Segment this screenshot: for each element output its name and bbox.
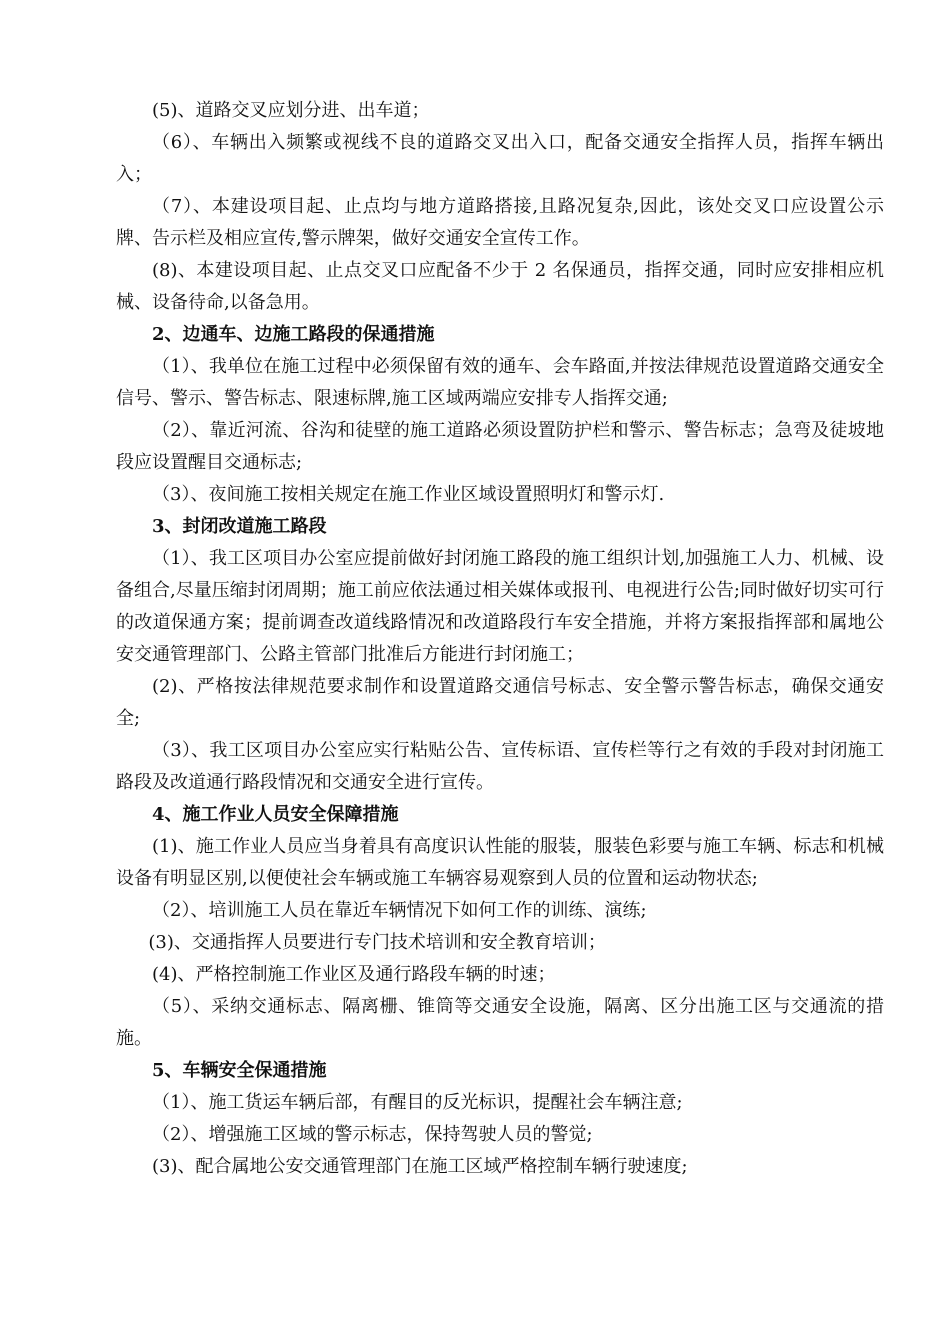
paragraph-4-5: （5）、采纳交通标志、隔离栅、锥筒等交通安全设施，隔离、区分出施工区与交通流的措施。	[116, 996, 884, 1049]
paragraph-5-2: （2）、增强施工区域的警示标志，保持驾驶人员的警觉;	[152, 1124, 593, 1145]
section-heading-5: 5、车辆安全保通措施	[152, 1060, 327, 1081]
document-body	[116, 95, 884, 1183]
paragraph-2-1: （1）、我单位在施工过程中必须保留有效的通车、会车路面,并按法律规范设置道路交通安全信号、警示、警告标志、限速标牌,施工区域两端应安排专人指挥交通;	[116, 356, 884, 409]
paragraph-5-1: （1）、施工货运车辆后部，有醒目的反光标识，提醒社会车辆注意;	[152, 1092, 683, 1113]
paragraph-4-4: (4)、严格控制施工作业区及通行路段车辆的时速；	[152, 964, 556, 985]
paragraph-5-3: (3)、配合属地公安交通管理部门在施工区域严格控制车辆行驶速度;	[152, 1156, 688, 1177]
paragraph-7-signage: （7）、本建设项目起、止点均与地方道路搭接,且路况复杂,因此，该处交叉口应设置公示牌、告示栏及相应宣传,警示牌架，做好交通安全宣传工作。	[116, 196, 884, 249]
section-heading-3: 3、封闭改道施工路段	[152, 516, 327, 537]
paragraph-2-3: （3）、夜间施工按相关规定在施工作业区域设置照明灯和警示灯.	[152, 484, 665, 505]
paragraph-6-traffic-commander: （6）、车辆出入频繁或视线不良的道路交叉出入口，配备交通安全指挥人员，指挥车辆出入；	[116, 132, 884, 185]
paragraph-4-1: (1)、施工作业人员应当身着具有高度识认性能的服装，服装色彩要与施工车辆、标志和机械设备有明显区别,以便使社会车辆或施工车辆容易观察到人员的位置和运动物状态;	[116, 836, 884, 889]
paragraph-3-3: （3）、我工区项目办公室应实行粘贴公告、宣传标语、宣传栏等行之有效的手段对封闭施工路段及改道通行路段情况和交通安全进行宣传。	[116, 740, 884, 793]
paragraph-5-lane-division: (5)、道路交叉应划分进、出车道；	[152, 100, 430, 121]
paragraph-8-traffic-staff: (8)、本建设项目起、止点交叉口应配备不少于 2 名保通员，指挥交通，同时应安排相应机械、设备待命,以备急用。	[116, 260, 884, 313]
section-heading-2: 2、边通车、边施工路段的保通措施	[152, 324, 435, 345]
paragraph-3-2: (2)、严格按法律规范要求制作和设置道路交通信号标志、安全警示警告标志，确保交通安全;	[116, 676, 884, 729]
paragraph-3-1: （1）、我工区项目办公室应提前做好封闭施工路段的施工组织计划,加强施工人力、机械、设备组合,尽量压缩封闭周期；施工前应依法通过相关媒体或报刊、电视进行公告;同时做好切实可行的改道保通方案；提前调查改道线路情况和改道路段行车安全措施，并将方案报指挥部和属地公安交通管理部门、公路主管部门批准后方能进行封闭施工；	[116, 548, 884, 665]
paragraph-2-2: （2）、靠近河流、谷沟和徒壁的施工道路必须设置防护栏和警示、警告标志；急弯及徒坡地段应设置醒目交通标志;	[116, 420, 884, 473]
paragraph-4-2: （2）、培训施工人员在靠近车辆情况下如何工作的训练、演练;	[152, 900, 647, 921]
paragraph-4-3: (3)、交通指挥人员要进行专门技术培训和安全教育培训；	[148, 932, 606, 953]
section-heading-4: 4、施工作业人员安全保障措施	[152, 804, 399, 825]
